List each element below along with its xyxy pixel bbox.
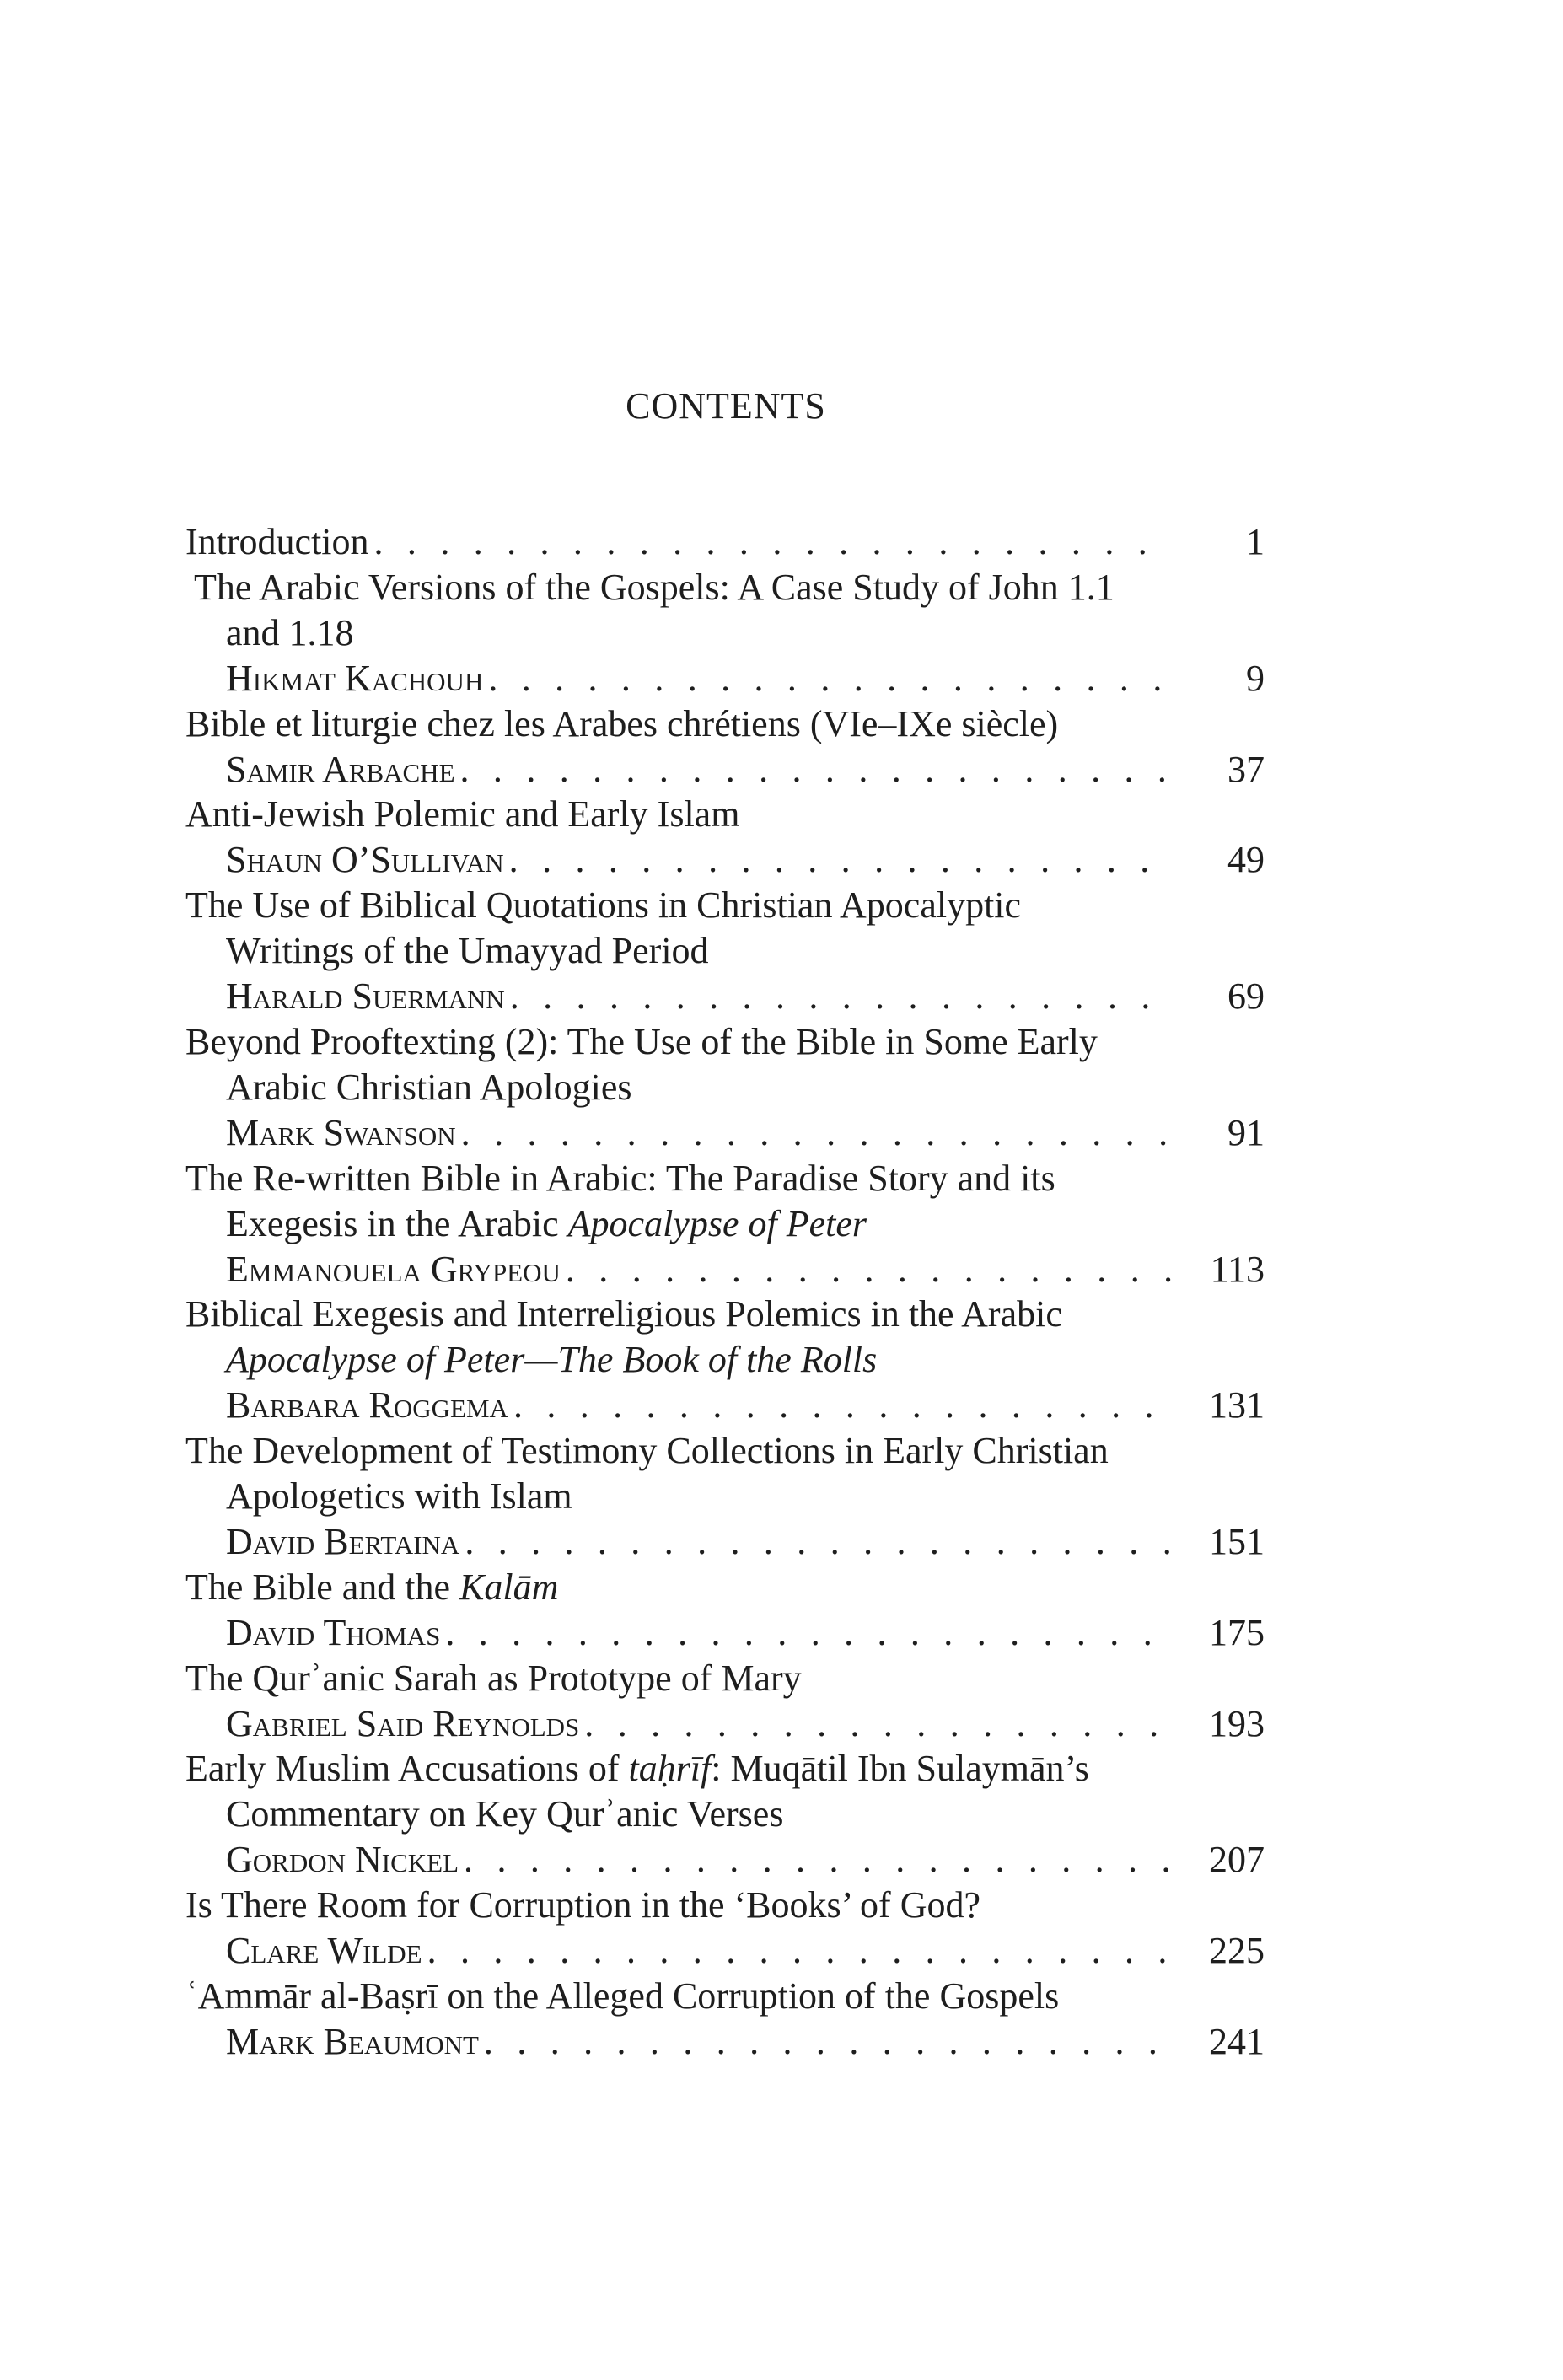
entry-title-line [185, 1337, 1265, 1383]
entry-title-italic: Kalām [459, 1566, 559, 1608]
page-number: 37 [1227, 748, 1265, 790]
entry-title-line [185, 883, 1265, 928]
toc-entry-author-line [185, 1837, 1265, 1883]
entry-title-part: : Muqātil Ibn Sulaymān’s [711, 1748, 1089, 1790]
page-number: 69 [1227, 975, 1265, 1018]
entry-title: and 1.18 [226, 611, 354, 653]
entry-title-line [185, 1156, 1265, 1201]
entry-title [226, 1201, 867, 1247]
entry-title: The Re-written Bible in Arabic: The Paradise Story and its [185, 1157, 1055, 1199]
entry-title-line [185, 1746, 1265, 1792]
entry-title-line [185, 1019, 1265, 1065]
page-number: 9 [1246, 657, 1265, 699]
entry-author: Samir Arbache [226, 748, 455, 790]
dot-leader [513, 1383, 1172, 1428]
page-number: 193 [1209, 1702, 1265, 1744]
entry-title-line [185, 1565, 1265, 1610]
entry-author: David Thomas [226, 1611, 441, 1653]
page-number: 49 [1227, 839, 1265, 881]
dot-leader [460, 747, 1172, 792]
page-title: CONTENTS [626, 385, 826, 427]
entry-title-italic: Apocalypse of Peter [567, 1202, 867, 1244]
entry-title-part: Exegesis in the Arabic [226, 1202, 568, 1244]
dot-leader [465, 1519, 1172, 1565]
page-number: 113 [1210, 1248, 1265, 1290]
dot-leader [461, 1110, 1172, 1156]
entry-title: Biblical Exegesis and Interreligious Polemics in the Arabic [185, 1293, 1062, 1335]
page-number: 207 [1209, 1839, 1265, 1881]
toc-entry-author-line [185, 1928, 1265, 1974]
entry-author: Mark Swanson [226, 1111, 456, 1153]
dot-leader [484, 2019, 1172, 2065]
entry-title-line [185, 1474, 1265, 1519]
dot-leader [566, 1247, 1172, 1292]
entry-title [185, 1746, 1089, 1792]
dot-leader [445, 1610, 1172, 1656]
page-number: 175 [1209, 1611, 1265, 1653]
entry-title-line [185, 792, 1265, 837]
entry-title: The Use of Biblical Quotations in Christian Apocalyptic [185, 884, 1022, 927]
toc-entry-author-line [185, 1610, 1265, 1656]
entry-author: Mark Beaumont [226, 2020, 479, 2062]
page-number: 91 [1227, 1111, 1265, 1153]
entry-title: Introduction [185, 521, 369, 562]
entry-title: ʿAmmār al-Baṣrī on the Alleged Corruption of the Gospels [185, 1975, 1060, 2017]
toc-entry-author-line [185, 1247, 1265, 1292]
toc-entry-introduction [185, 519, 1265, 565]
entry-author: Gabriel Said Reynolds [226, 1702, 580, 1744]
entry-author: David Bertaina [226, 1520, 460, 1562]
entry-title: Apologetics with Islam [226, 1475, 572, 1518]
entry-title-line [185, 701, 1265, 747]
entry-title: The Arabic Versions of the Gospels: A Case Study of John 1.1 [194, 566, 1115, 608]
entry-author: Gordon Nickel [226, 1839, 459, 1881]
dot-leader [374, 519, 1172, 565]
dot-leader [464, 1837, 1172, 1883]
entry-title-italic: taḥrīf [628, 1748, 712, 1790]
entry-title: The Development of Testimony Collections in Early Christian [185, 1430, 1109, 1472]
page-number: 241 [1209, 2020, 1265, 2062]
entry-title-line [185, 1883, 1265, 1928]
dot-leader [488, 656, 1172, 701]
entry-author: Harald Suermann [226, 975, 505, 1018]
page-number: 1 [1246, 521, 1265, 562]
toc-entry-author-line [185, 656, 1265, 701]
toc-entry-author-line [185, 837, 1265, 883]
toc-entry-author-line [185, 1701, 1265, 1747]
entry-title: Anti-Jewish Polemic and Early Islam [185, 793, 740, 835]
entry-title-part: Early Muslim Accusations of [185, 1748, 629, 1790]
entry-title-line [185, 1792, 1265, 1837]
dot-leader [584, 1701, 1172, 1747]
entry-title [185, 1565, 558, 1610]
entry-title-line [185, 1656, 1265, 1701]
entry-title-line [185, 1428, 1265, 1474]
entry-title: Bible et liturgie chez les Arabes chrétiens (VIe–IXe siècle) [185, 702, 1059, 744]
page-number: 131 [1209, 1384, 1265, 1426]
entry-author: Emmanouela Grypeou [226, 1248, 561, 1290]
entry-title-part: The Bible and the [185, 1566, 460, 1608]
toc-entry-author-line [185, 2019, 1265, 2065]
table-of-contents [185, 519, 1265, 2065]
entry-title-line [185, 1201, 1265, 1247]
entry-title: Beyond Prooftexting (2): The Use of the Bible in Some Early [185, 1020, 1098, 1062]
page-number: 225 [1209, 1930, 1265, 1972]
entry-title-line [185, 565, 1265, 610]
entry-title: Commentary on Key Qurʾanic Verses [226, 1793, 784, 1835]
entry-title-italic: Apocalypse of Peter—The Book of the Rolls [226, 1339, 878, 1381]
entry-title-line [185, 928, 1265, 974]
entry-author: Hikmat Kachouh [226, 657, 484, 699]
toc-entry-author-line [185, 747, 1265, 792]
dot-leader [510, 974, 1172, 1019]
page-number: 151 [1209, 1520, 1265, 1562]
entry-title: Is There Room for Corruption in the ‘Books’ of God? [185, 1884, 980, 1926]
entry-title-line [185, 610, 1265, 656]
entry-title-line [185, 1974, 1265, 2019]
dot-leader [427, 1928, 1172, 1974]
entry-title: The Qurʾanic Sarah as Prototype of Mary [185, 1657, 802, 1699]
dot-leader [509, 837, 1172, 883]
toc-entry-author-line [185, 1383, 1265, 1428]
entry-author: Clare Wilde [226, 1930, 422, 1972]
entry-title-line [185, 1292, 1265, 1337]
entry-author: Barbara Roggema [226, 1384, 508, 1426]
toc-entry-author-line [185, 1110, 1265, 1156]
toc-entry-author-line [185, 1519, 1265, 1565]
toc-entry-author-line [185, 974, 1265, 1019]
entry-title-line [185, 1065, 1265, 1110]
entry-title: Writings of the Umayyad Period [226, 930, 709, 972]
entry-title: Arabic Christian Apologies [226, 1066, 632, 1108]
entry-author: Shaun O’Sullivan [226, 839, 504, 881]
